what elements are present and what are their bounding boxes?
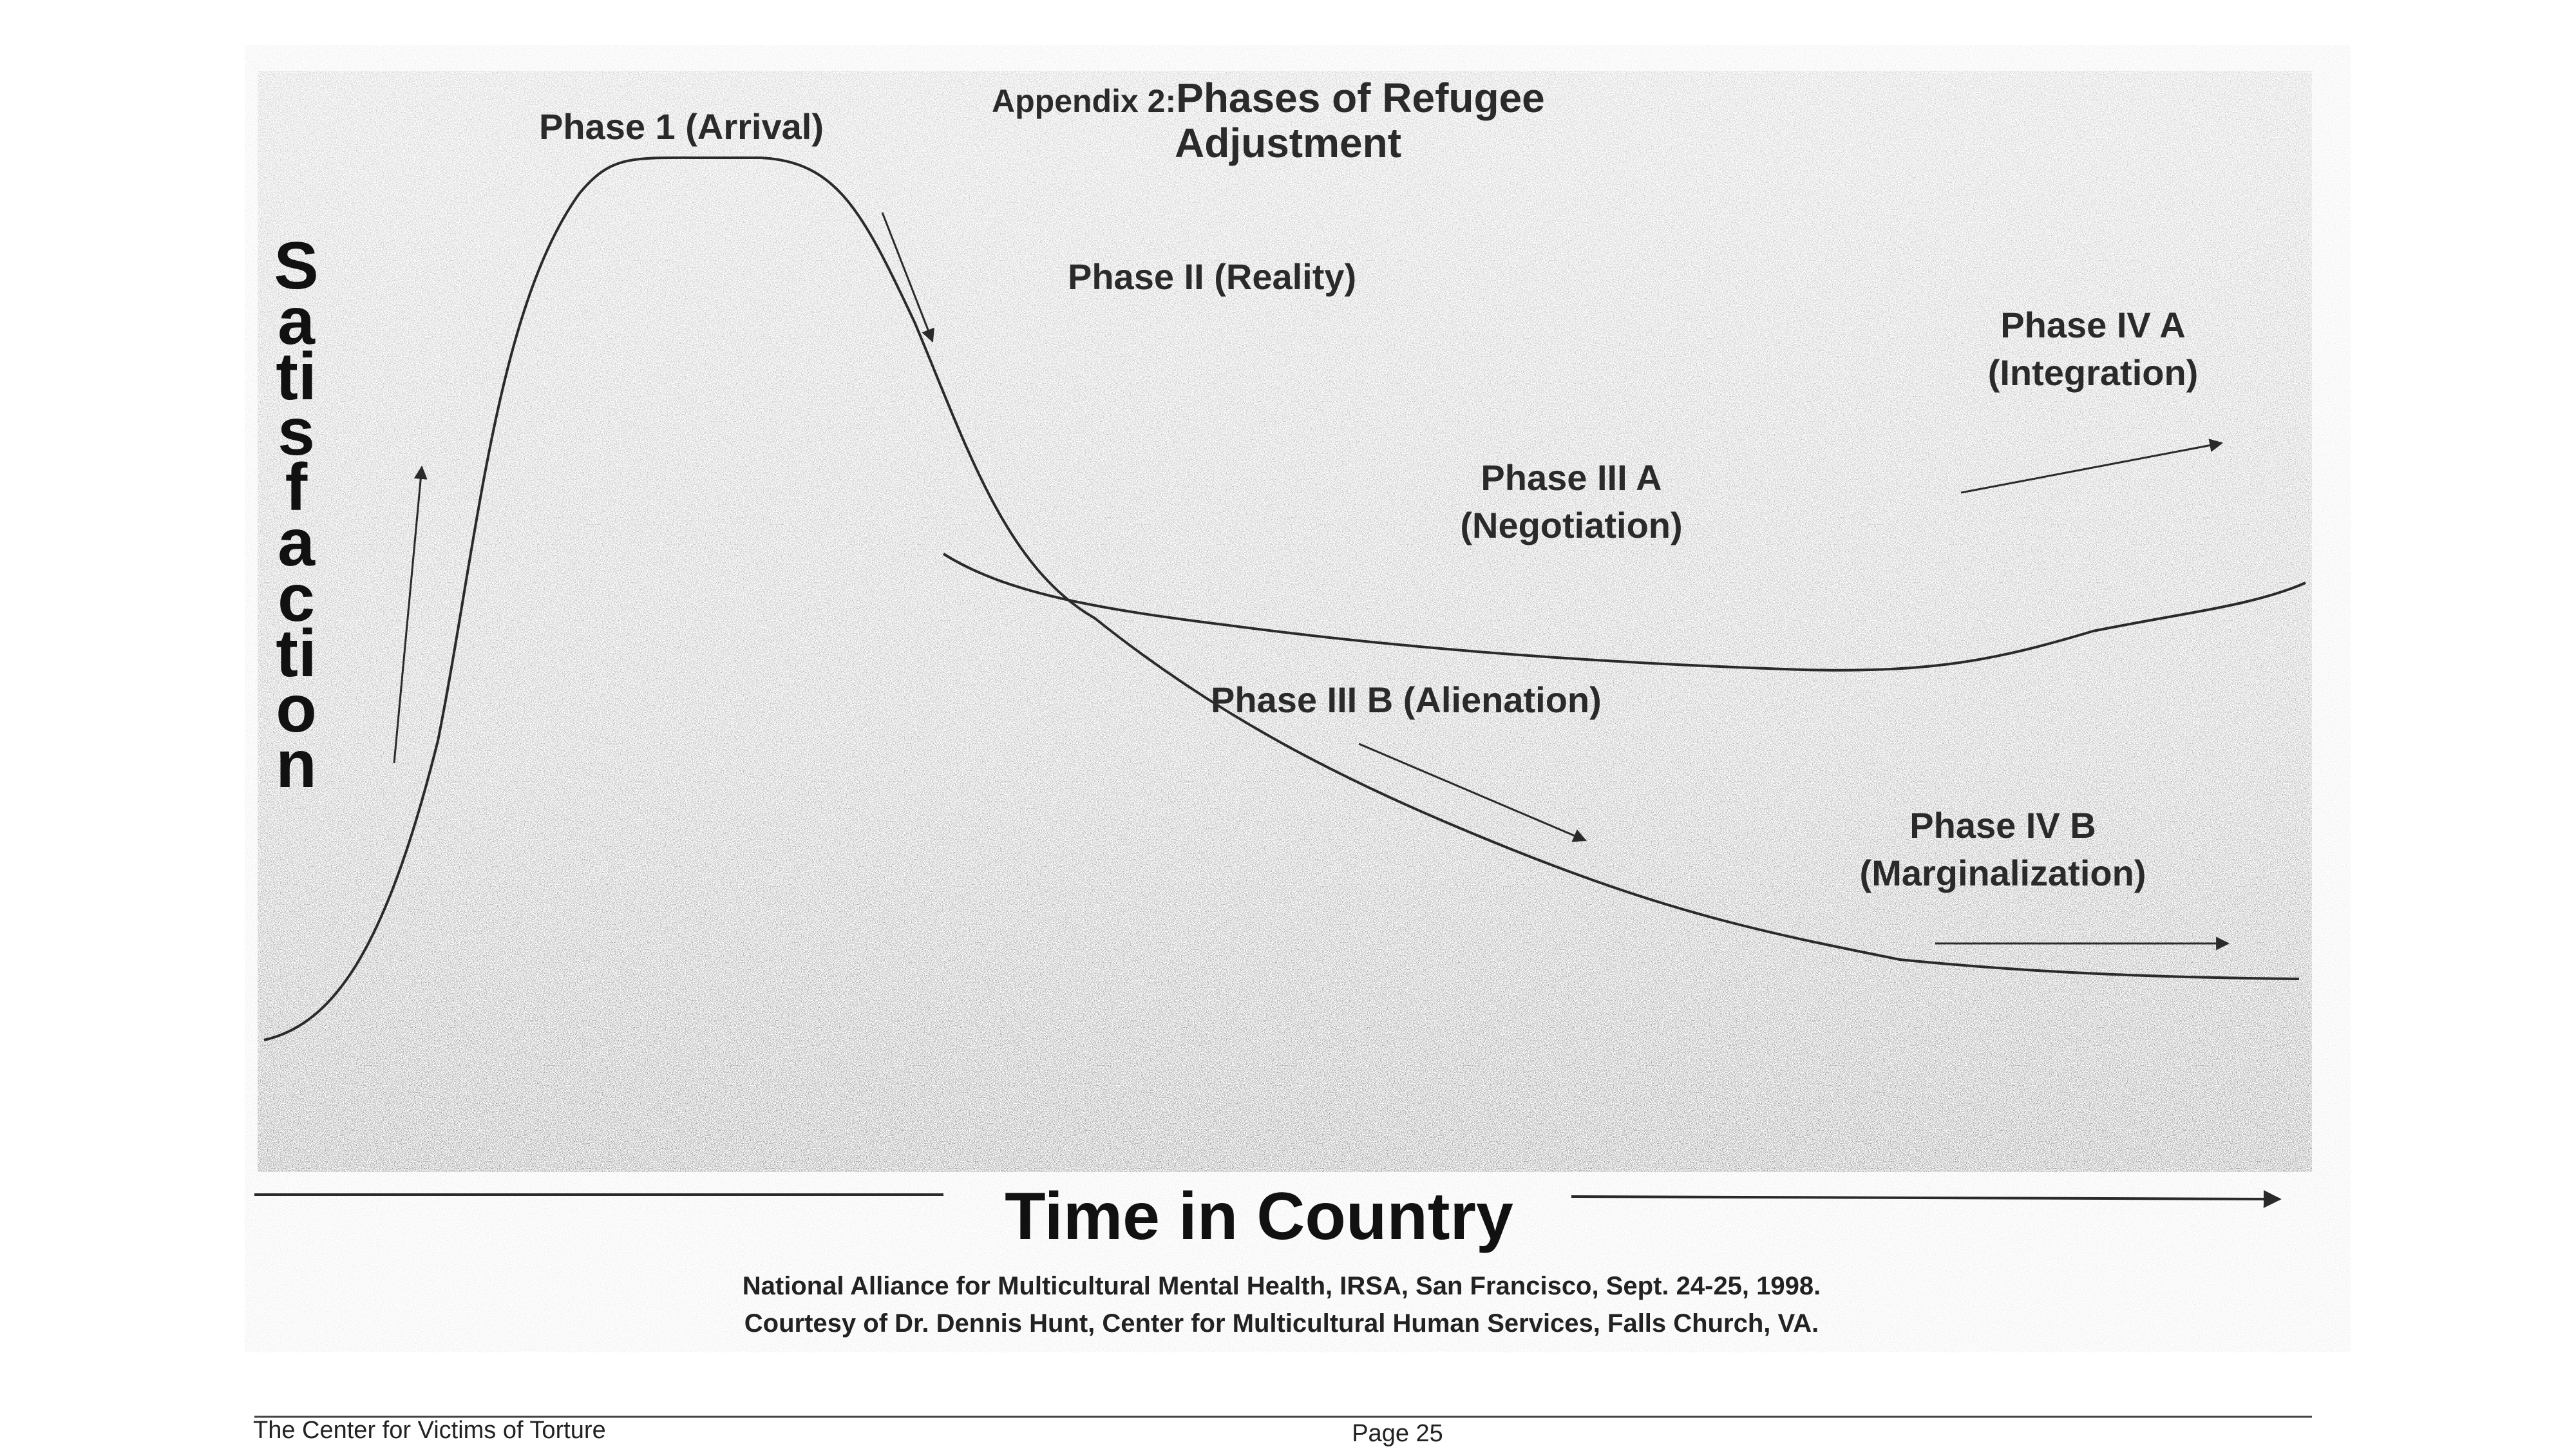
title-line1 — [992, 74, 1545, 122]
label-phase3b: Phase III B (Alienation) — [1211, 679, 1602, 720]
title-prefix: Appendix 2: — [992, 83, 1177, 119]
label-phase4b-line2: (Marginalization) — [1859, 853, 2146, 893]
label-phase3a-line2: (Negotiation) — [1460, 505, 1683, 545]
footer-org: The Center for Victims of Torture — [253, 1417, 606, 1444]
credit-line1: National Alliance for Multicultural Mental Health, IRSA, San Francisco, Sept. 24-25, 1998. — [742, 1272, 1821, 1300]
label-phase4a — [1988, 301, 2199, 397]
x-axis-label: Time in Country — [1005, 1179, 1513, 1254]
credit-line2: Courtesy of Dr. Dennis Hunt, Center for Multicultural Human Services, Falls Church, VA. — [744, 1309, 1819, 1338]
label-phase3a — [1460, 454, 1682, 549]
y-axis-label-text: Satisfaction — [274, 229, 319, 802]
y-axis-label — [254, 229, 338, 802]
title-main: Phases of Refugee — [1176, 75, 1545, 121]
label-phase4a-line2: (Integration) — [1987, 352, 2199, 393]
footer-page-number: Page 25 — [1352, 1420, 1443, 1447]
label-phase4a-line1: Phase IV A — [2000, 305, 2186, 345]
title-line2: Adjustment — [1175, 120, 1401, 166]
label-phase3a-line1: Phase III A — [1481, 457, 1662, 498]
label-phase4b — [1860, 802, 2146, 897]
label-phase4b-line1: Phase IV B — [1909, 805, 2096, 846]
label-phase2: Phase II (Reality) — [1068, 256, 1357, 297]
label-phase1: Phase 1 (Arrival) — [539, 106, 824, 147]
